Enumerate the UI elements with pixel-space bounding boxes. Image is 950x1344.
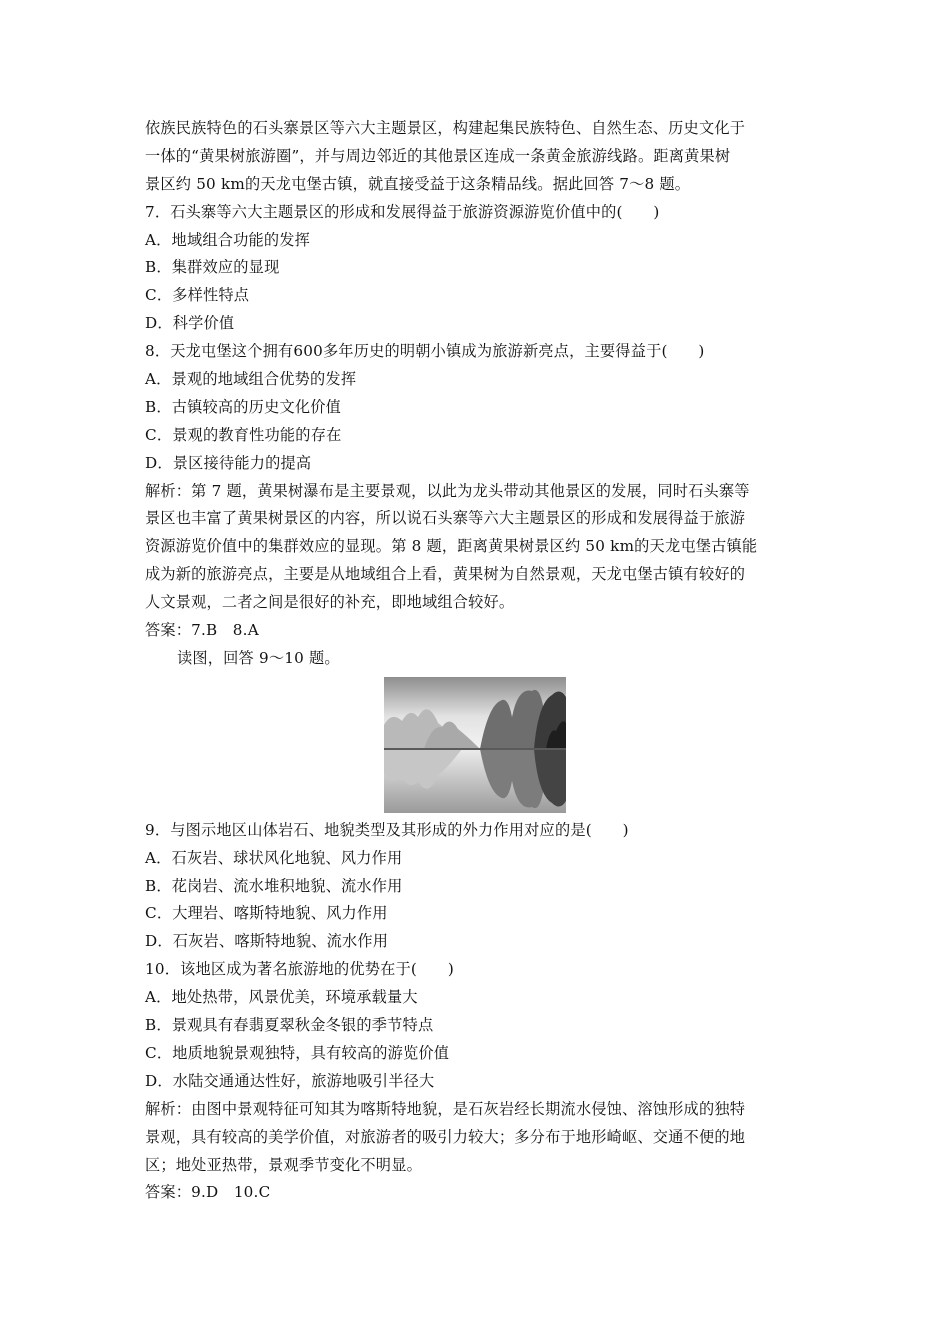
analysis-line: 区；地处亚热带，景观季节变化不明显。 xyxy=(145,1155,422,1174)
question-8-option-b: B．古镇较高的历史文化价值 xyxy=(145,397,342,416)
analysis-line: 景区也丰富了黄果树景区的内容，所以说石头寨等六大主题景区的形成和发展得益于旅游 xyxy=(145,509,746,528)
analysis-line: 景观，具有较高的美学价值，对旅游者的吸引力较大；多分布于地形崎岖、交通不便的地 xyxy=(145,1127,746,1146)
intro-line: 依族民族特色的石头寨景区等六大主题景区，构建起集民族特色、自然生态、历史文化于 xyxy=(145,119,746,137)
intro-line: 一体的“黄果树旅游圈”，并与周边邻近的其他景区连成一条黄金旅游线路。距离黄果树 xyxy=(145,146,731,165)
question-9-option-d: D．石灰岩、喀斯特地貌、流水作用 xyxy=(145,932,389,951)
analysis-line: 解析：第 7 题，黄果树瀑布是主要景观，以此为龙头带动其他景区的发展，同时石头寨等 xyxy=(145,481,750,500)
question-8-stem: 8．天龙屯堡这个拥有600多年历史的明朝小镇成为旅游新亮点，主要得益于( ) xyxy=(145,342,705,361)
question-9-option-a: A．石灰岩、球状风化地貌、风力作用 xyxy=(145,848,403,867)
question-8-option-c: C．景观的教育性功能的存在 xyxy=(145,425,342,444)
question-7-option-d: D．科学价值 xyxy=(145,314,235,333)
question-7-option-b: B．集群效应的显现 xyxy=(145,258,280,277)
intro-line: 景区约 50 km的天龙屯堡古镇，就直接受益于这条精品线。据此回答 7～8 题。 xyxy=(145,174,691,193)
analysis-line: 解析：由图中景观特征可知其为喀斯特地貌，是石灰岩经长期流水侵蚀、溶蚀形成的独特 xyxy=(145,1099,746,1118)
question-7-option-a: A．地域组合功能的发挥 xyxy=(145,230,311,249)
read-figure-prompt: 读图，回答 9～10 题。 xyxy=(177,648,340,667)
analysis-line: 资源游览价值中的集群效应的显现。第 8 题，距离黄果树景区约 50 km的天龙屯堡古镇能 xyxy=(145,537,758,556)
question-8-option-d: D．景区接待能力的提高 xyxy=(145,453,312,472)
question-9-option-c: C．大理岩、喀斯特地貌、风力作用 xyxy=(145,904,388,923)
question-10-option-c: C．地质地貌景观独特，具有较高的游览价值 xyxy=(145,1043,450,1062)
question-7-option-c: C．多样性特点 xyxy=(145,286,250,305)
question-7-stem: 7．石头寨等六大主题景区的形成和发展得益于旅游资源游览价值中的( ) xyxy=(145,202,660,221)
question-10-option-a: A．地处热带，风景优美，环境承载量大 xyxy=(145,988,418,1007)
karst-landscape-photo xyxy=(384,677,566,813)
question-10-option-d: D．水陆交通通达性好，旅游地吸引半径大 xyxy=(145,1071,435,1090)
question-9-stem: 9．与图示地区山体岩石、地貌类型及其形成的外力作用对应的是( ) xyxy=(145,820,629,839)
question-8-option-a: A．景观的地域组合优势的发挥 xyxy=(145,370,357,389)
question-9-option-b: B．花岗岩、流水堆积地貌、流水作用 xyxy=(145,876,403,895)
answer-line: 答案：9.D 10.C xyxy=(145,1183,271,1202)
analysis-line: 成为新的旅游亮点，主要是从地域组合上看，黄果树为自然景观，天龙屯堡古镇有较好的 xyxy=(145,565,746,584)
document-page xyxy=(145,115,810,1207)
question-10-stem: 10．该地区成为著名旅游地的优势在于( ) xyxy=(145,960,454,979)
analysis-line: 人文景观，二者之间是很好的补充，即地域组合较好。 xyxy=(145,593,515,612)
answer-line: 答案：7.B 8.A xyxy=(145,621,259,640)
question-10-option-b: B．景观具有春翡夏翠秋金冬银的季节特点 xyxy=(145,1016,434,1035)
